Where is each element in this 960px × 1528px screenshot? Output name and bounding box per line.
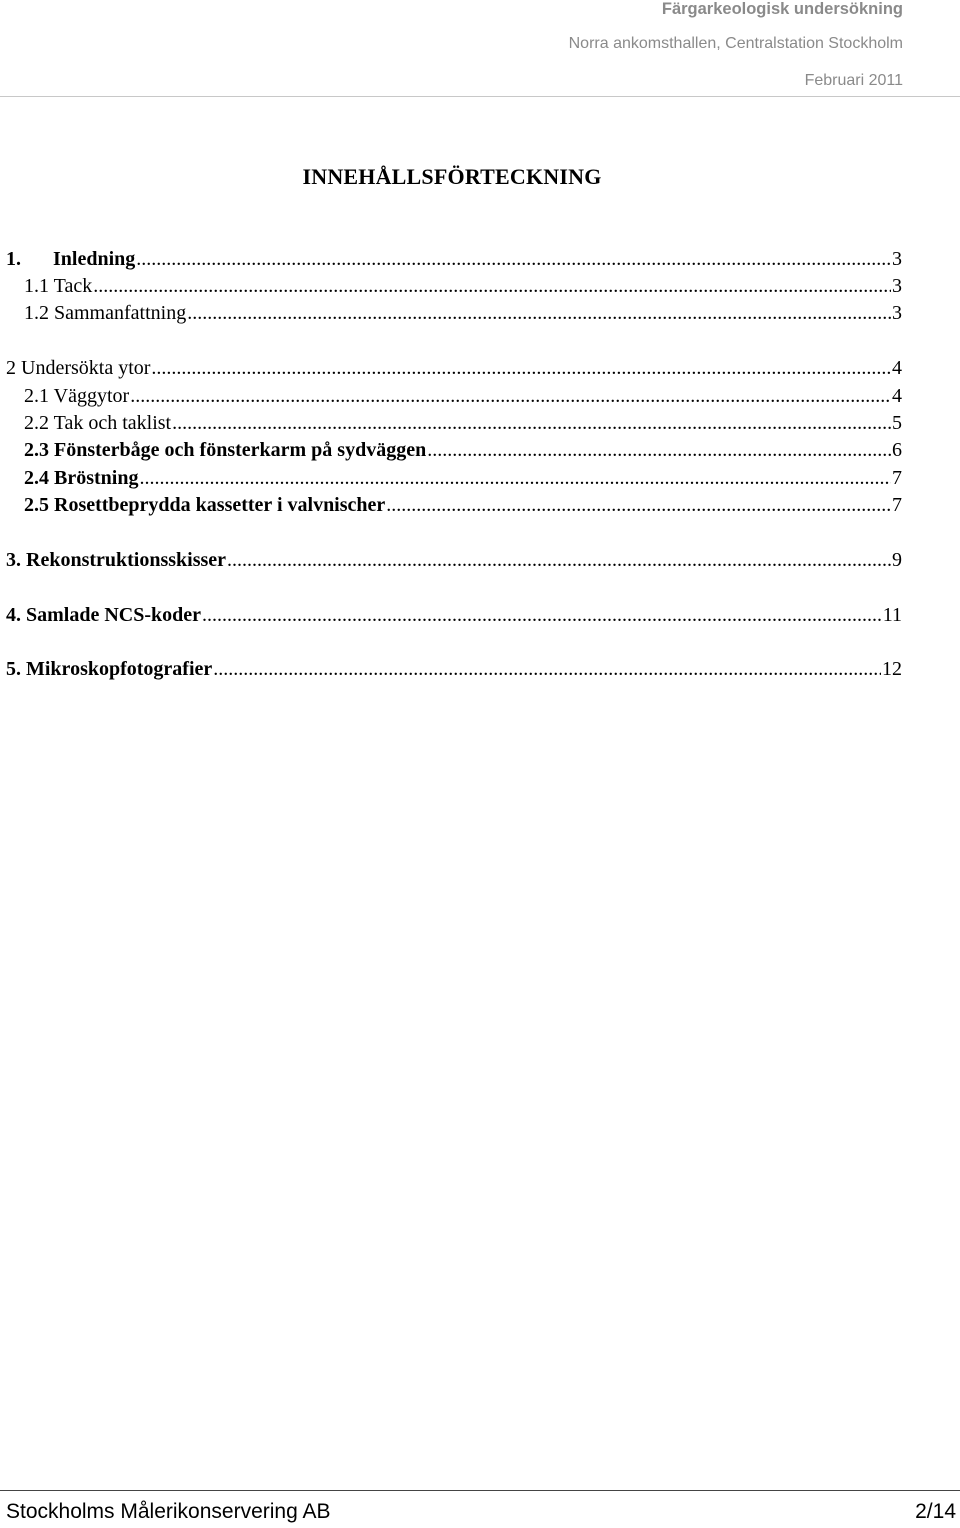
toc-leader-dots bbox=[139, 467, 891, 490]
toc-leader-dots bbox=[427, 439, 891, 462]
toc-entry-fonsterbage[interactable] bbox=[24, 439, 902, 465]
toc-entry-tack[interactable] bbox=[24, 275, 902, 301]
toc-leader-dots bbox=[130, 385, 891, 408]
header-date: Februari 2011 bbox=[804, 72, 903, 89]
toc-entry-label: 3. Rekonstruktionsskisser bbox=[6, 549, 227, 571]
toc-entry-page: 7 bbox=[892, 494, 902, 516]
toc-entry-undersokta-ytor[interactable] bbox=[6, 357, 902, 383]
toc-title: INNEHÅLLSFÖRTECKNING bbox=[302, 164, 602, 189]
toc-leader-dots bbox=[227, 549, 891, 572]
toc-entry-ncs-koder[interactable] bbox=[6, 604, 902, 630]
toc-entry-page: 4 bbox=[892, 385, 902, 407]
toc-entry-page: 12 bbox=[882, 658, 902, 680]
toc-entry-label: 2.5 Rosettbeprydda kassetter i valvnischer bbox=[24, 494, 386, 516]
toc-entry-label: 2.2 Tak och taklist bbox=[24, 412, 172, 434]
header-divider bbox=[0, 96, 960, 97]
toc-entry-label: Inledning bbox=[53, 248, 136, 270]
toc-entry-page: 7 bbox=[892, 467, 902, 489]
toc-leader-dots bbox=[202, 604, 882, 627]
toc-entry-mikroskopfotografier[interactable] bbox=[6, 658, 902, 684]
footer-page-number: 2/14 bbox=[915, 1500, 956, 1523]
toc-entry-number: 1. bbox=[6, 248, 21, 270]
toc-entry-tak-och-taklist[interactable] bbox=[24, 412, 902, 438]
toc-entry-label: 2.4 Bröstning bbox=[24, 467, 139, 489]
toc-entry-page: 11 bbox=[882, 604, 902, 626]
toc-leader-dots bbox=[136, 248, 891, 271]
toc-entry-label: 1.2 Sammanfattning bbox=[24, 302, 187, 324]
toc-entry-brostning[interactable] bbox=[24, 467, 902, 493]
toc-leader-dots bbox=[213, 658, 881, 681]
toc-entry-inledning[interactable] bbox=[6, 248, 902, 274]
toc-entry-label: 2 Undersökta ytor bbox=[6, 357, 151, 379]
toc-entry-page: 3 bbox=[892, 248, 902, 270]
toc-leader-dots bbox=[172, 412, 891, 435]
toc-leader-dots bbox=[93, 275, 891, 298]
header-location: Norra ankomsthallen, Centralstation Stockholm bbox=[568, 35, 903, 52]
toc-entry-sammanfattning[interactable] bbox=[24, 302, 902, 328]
footer-company: Stockholms Målerikonservering AB bbox=[6, 1500, 331, 1523]
toc-entry-page: 3 bbox=[892, 302, 902, 324]
toc-entry-page: 6 bbox=[892, 439, 902, 461]
toc-entry-label: 5. Mikroskopfotografier bbox=[6, 658, 213, 680]
toc-entry-rosettbeprydda-kassetter[interactable] bbox=[24, 494, 902, 520]
toc-entry-vaggytor[interactable] bbox=[24, 385, 902, 411]
toc-entry-page: 4 bbox=[892, 357, 902, 379]
toc-entry-label: 2.1 Väggytor bbox=[24, 385, 130, 407]
header-title: Färgarkeologisk undersökning bbox=[661, 0, 903, 18]
footer-divider bbox=[0, 1490, 960, 1491]
toc-entry-label: 1.1 Tack bbox=[24, 275, 93, 297]
toc-entry-label: 4. Samlade NCS-koder bbox=[6, 604, 202, 626]
toc-leader-dots bbox=[187, 302, 891, 325]
toc-entry-rekonstruktionsskisser[interactable] bbox=[6, 549, 902, 575]
toc-entry-page: 3 bbox=[892, 275, 902, 297]
toc-entry-label: 2.3 Fönsterbåge och fönsterkarm på sydväggen bbox=[24, 439, 427, 461]
toc-leader-dots bbox=[386, 494, 891, 517]
toc-leader-dots bbox=[151, 357, 891, 380]
toc-entry-page: 5 bbox=[892, 412, 902, 434]
toc-entry-page: 9 bbox=[892, 549, 902, 571]
